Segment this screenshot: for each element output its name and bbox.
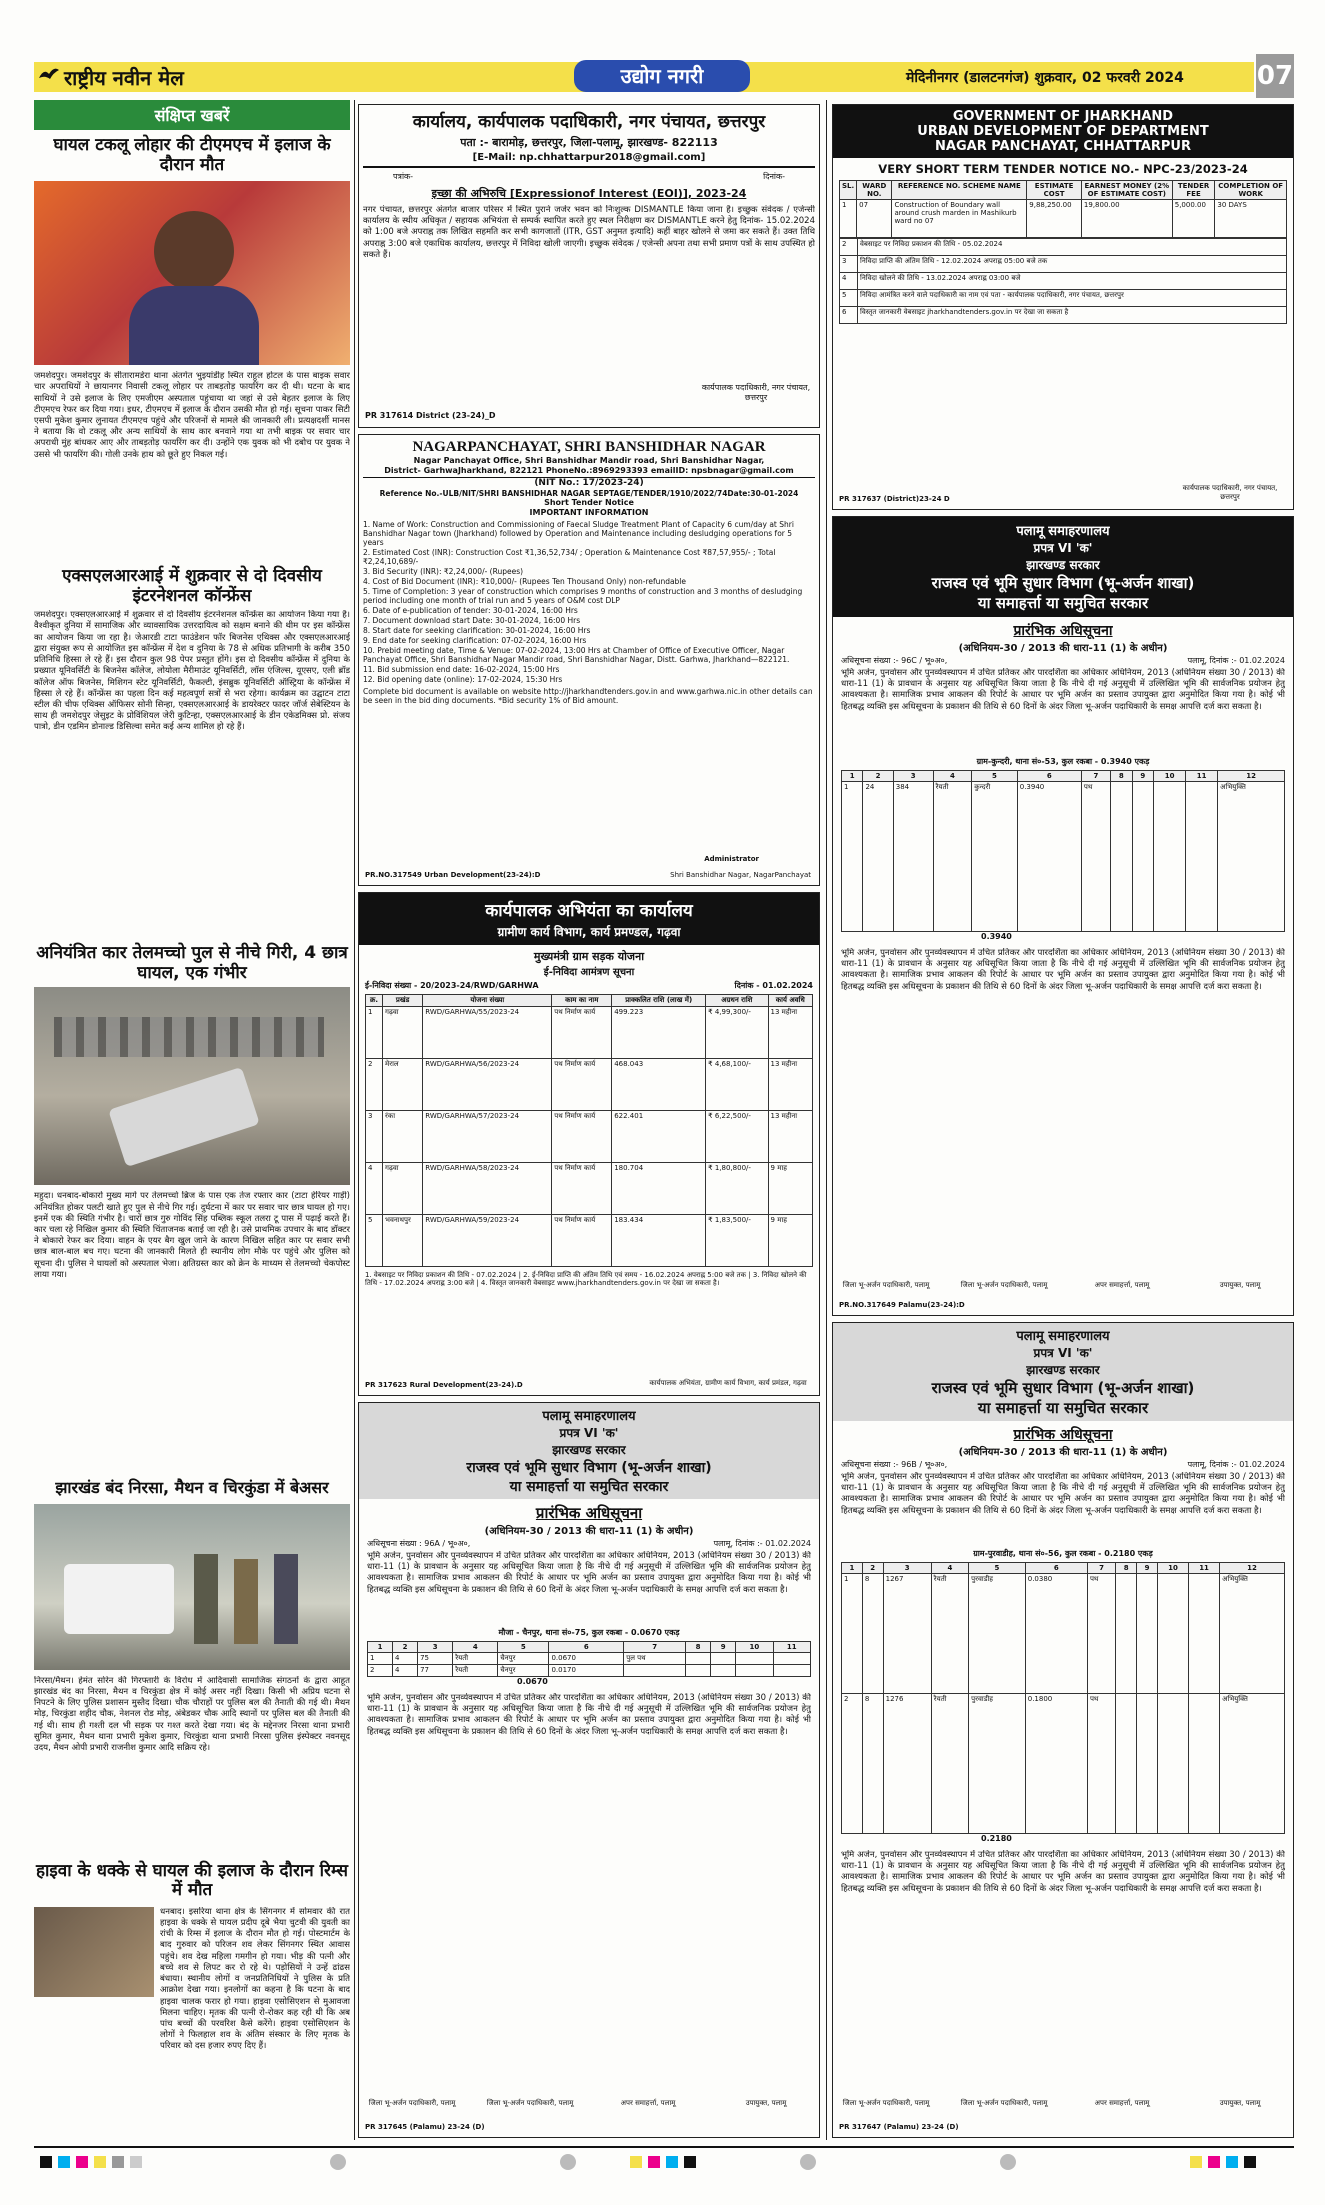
- ad-palamu3-sign-4: उपायुक्त, पलामू: [1219, 2098, 1261, 2107]
- banshidhar-item: 3. Bid Security (INR): ₹2,24,000/- (Rupees): [363, 566, 524, 576]
- udd-header-cell: ESTIMATE COST: [1027, 181, 1082, 200]
- story5-body: धनबाद। इसरिया थाना क्षेत्र के सिंगनगर में सोमवार की रात हाइवा के धक्के से घायल प्रदीप दूबे भैया चुटवी की युवती का रांची के रिम्स में इलाज के दौरान मौत हो गई। पोस्टमार्टम के बाद गुरुवार को परिजन शव लेकर सिंगनगर स्थित आवास पहुंचे। शव देख महिला गमगीन हो गया। भीड़ की पत्नी और बच्चे शव से लिपट कर रो रहे थे। पड़ोसियों ने उन्हें ढांढस बंधाया। स्थानीय लोगों व जनप्रतिनिधियों ने पुलिस के प्रति आक्रोश देखा गया। इनलोगों का कहना है कि घटना के बाद हाइवा चालक फरार हो गया। हाइवा एसोसिएशन से मुआवजा मिलना चाहिए। मृतक की पत्नी रो-रोकर कह रही थी कि अब पांच बच्चों की परवरिश कैसे करेंगे। हाइवा एसोसिएशन के लोगों ने फिलहाल शव के अंतिम संस्कार के लिए मृतक के परिवार को दस हजार रुपए दिए हैं।: [160, 1906, 350, 2052]
- garhwa-cell: रंका: [383, 1111, 423, 1163]
- garhwa-cell: 13 महीना: [768, 1059, 812, 1111]
- ad-palamu1-body-b: भूमि अर्जन, पुनर्वासन और पुनर्व्यवस्थापन में उचित प्रतिकर और पारदर्शिता का अधिकार अधिनियम, 2013 (अधिनियम संख्या 30 / 2013) की धारा-11 (1) के प्रावधान के अनुसार यह अधिसूचित किया जाता है कि नीचे दी गई अनुसूची में उल्लिखित भूमि की सार्वजनिक प्रयोजन हेतु आवश्यकता है। सामाजिक प्रभाव आकलन की रिपोर्ट के आधार पर भूमि अर्जन का प्रस्ताव उपायुक्त द्वारा अनुमोदित किया गया है। कोई भी हितबद्ध व्यक्ति इस अधिसूचना के प्रकाशन की तिथि से 60 दिनों के अंदर जिला भू-अर्जन पदाधिकारी के समक्ष आपत्ति दर्ज करा सकता है।: [367, 1693, 811, 1737]
- ad-banshidhar-nit: (NIT No.: 17/2023-24): [534, 478, 644, 489]
- ad-chhatarpur-signatory: कार्यपालक पदाधिकारी, नगर पंचायत, छत्तरपुर: [701, 383, 811, 402]
- garhwa-cell: 13 महीना: [768, 1111, 812, 1163]
- garhwa-header-cell: काम का नाम: [552, 995, 612, 1007]
- registration-mark-4: [1000, 2154, 1016, 2170]
- udd-cell: Construction of Boundary wall around crush marden in Mashikurb ward no 07: [892, 200, 1027, 238]
- table-row: [840, 290, 1287, 307]
- garhwa-cell: गढ़वा: [383, 1007, 423, 1059]
- ad-chhatarpur-email: [E-Mail: np.chhattarpur2018@gmail.com]: [363, 152, 815, 168]
- ad-palamu3-l5: या समाहर्त्ता या समुचित सरकार: [977, 1399, 1149, 1417]
- page-number: 07: [1256, 54, 1294, 98]
- ad-udd-l3: NAGAR PANCHAYAT, CHHATTARPUR: [935, 139, 1191, 154]
- garhwa-cell: 1: [366, 1007, 383, 1059]
- banshidhar-item: 12. Bid opening date (online): 17-02-2024, 15:30 Hrs: [363, 674, 563, 684]
- ad-palamu1-sign-1: जिला भू-अर्जन पदाधिकारी, पलामू: [368, 2098, 456, 2107]
- garhwa-cell: RWD/GARHWA/55/2023-24: [423, 1007, 552, 1059]
- banshidhar-item: 9. End date for seeking clarification: 07-02-2024, 16:00 Hrs: [363, 635, 587, 645]
- registration-mark-3: [800, 2154, 816, 2170]
- garhwa-cell: भवनाथपुर: [383, 1215, 423, 1267]
- garhwa-cell: 9 माह: [768, 1215, 812, 1267]
- ad-palamu3-title: प्रारंभिक अधिसूचना: [1013, 1427, 1113, 1443]
- ad-palamu3-date: पलामू, दिनांक :- 01.02.2024: [1187, 1460, 1285, 1469]
- section-title: उद्योग नगरी: [574, 60, 750, 92]
- garhwa-cell: ₹ 4,99,300/-: [706, 1007, 768, 1059]
- ad-palamu3-body-a: भूमि अर्जन, पुनर्वासन और पुनर्व्यवस्थापन में उचित प्रतिकर और पारदर्शिता का अधिकार अधिनियम, 2013 (अधिनियम संख्या 30 / 2013) की धारा-11 (1) के प्रावधान के अनुसार यह अधिसूचित किया जाता है कि नीचे दी गई अनुसूची में उल्लिखित भूमि की सार्वजनिक प्रयोजन हेतु आवश्यकता है। सामाजिक प्रभाव आकलन की रिपोर्ट के आधार पर भूमि अर्जन का प्रस्ताव उपायुक्त द्वारा अनुमोदित किया गया है। कोई भी हितबद्ध व्यक्ति इस अधिसूचना के प्रकाशन की तिथि से 60 दिनों के अंदर जिला भू-अर्जन पदाधिकारी के समक्ष आपत्ति दर्ज करा सकता है।: [841, 1472, 1285, 1516]
- ad-palamu1-act: (अधिनियम-30 / 2013 की धारा-11 (1) के अधीन): [484, 1526, 694, 1537]
- ad-udd-title: VERY SHORT TERM TENDER NOTICE NO.- NPC-23/2023-24: [878, 162, 1248, 176]
- ad-banshidhar-title: NAGARPANCHAYAT, SHRI BANSHIDHAR NAGAR: [412, 439, 766, 455]
- udd-cell: 19,800.00: [1081, 200, 1172, 238]
- ad-palamu2-pr: PR.NO.317649 Palamu(23-24):D: [839, 1300, 965, 1309]
- banshidhar-item: 7. Document download start Date: 30-01-2024, 16:00 Hrs: [363, 615, 581, 625]
- udd-header-cell: SL.: [840, 181, 857, 200]
- story3-headline: अनियंत्रित कार तेलमच्चो पुल से नीचे गिरी, 4 छात्र घायल, एक गंभीर: [36, 943, 348, 983]
- ad-garhwa-table: [365, 994, 813, 1267]
- ad-palamu1-l4: राजस्व एवं भूमि सुधार विभाग (भू-अर्जन शाखा): [466, 1460, 712, 1476]
- ad-udd-l1: GOVERNMENT OF JHARKHAND: [952, 109, 1174, 124]
- ad-palamu3-l4: राजस्व एवं भूमि सुधार विभाग (भू-अर्जन शाखा): [931, 1379, 1195, 1397]
- story3-body: महुदा। धनबाद-बोकारो मुख्य मार्ग पर तेलमच्चो ब्रिज के पास एक तेज रफ्तार कार (टाटा हेरियर गाड़ी) अनियंत्रित होकर पलटी खाते हुए पुल से नीचे गिर गई। दुर्घटना में कार पर सवार चार छात्र घायल हो गए। इनमें एक की स्थिति गंभीर है। चारों छात्र गुरु गोविंद सिंह पब्लिक स्कूल तलरा टू पास में पढ़ाई करते हैं। कार चला रहे निखिल कुमार की स्थिति चिंताजनक बताई जा रही है। उसे प्राथमिक उपचार के बाद डॉक्टर ने बोकारो रेफर कर दिया। वाहन के एयर बैग खुल जाने के कारण निखिल सहित कार पर सवार सभी छात्र बाल-बाल बच गए। घटना की जानकारी मिलते ही स्थानीय लोग मौके पर पहुंचे और पुलिस को सूचना दी। पुलिस ने घायलों को अस्पताल भेजा। क्षतिग्रस्त कार को क्रेन के माध्यम से तेलमच्चो चेकपोस्ट लाया गया।: [34, 1191, 350, 1280]
- registration-mark-1: [330, 2154, 346, 2170]
- ad-banshidhar-administrator: Administrator: [704, 854, 759, 863]
- story4-body: निरसा/मैथन। हेमंत सोरेन की गिरफ्तारी के विरोध में आदिवासी सामाजिक संगठनों के द्वारा आहूत झारखंड बंद का निरसा, मैथन व चिरकुंडा क्षेत्र में कोई असर नहीं दिखा। किसी भी अप्रिय घटना से निपटने के लिए पुलिस प्रशासन मुस्तैद दिखा। चौक चौराहों पर पुलिस बल की तैनाती की गई थी। मैथन मोड़, चिरकुंडा शहीद चौक, नेशनल रोड मोड़, अंबेडकर चौक आदि स्थानों पर पुलिस बल की तैनाती की गई थी। साथ ही गश्ती दल भी सड़क पर गश्त करते देखा गया। बंद के मद्देनजर निरसा थाना प्रभारी सुमित कुमार, मैथन थाना प्रभारी मुकेश कुमार, चिरकुंडा थाना प्रभारी निरसा पुलिस इंस्पेक्टर नवनसूद उदय, मैथन ओपी प्रभारी राजनीश कुमार आदि सक्रिय रहे।: [34, 1675, 350, 1753]
- udd-extra-cell: निविदा प्राप्ति की अंतिम तिथि - 12.02.2024 अपराह्न 05:00 बजे तक: [858, 256, 1287, 273]
- ad-palamu3-sign-1: जिला भू-अर्जन पदाधिकारी, पलामू: [842, 2098, 930, 2107]
- ad-palamu2-date: पलामू, दिनांक :- 01.02.2024: [1187, 656, 1285, 665]
- ad-garhwa-scheme: मुख्यमंत्री ग्राम सड़क योजना: [533, 950, 645, 963]
- ad-palamu2-sign-1: जिला भू-अर्जन पदाधिकारी, पलामू: [842, 1280, 930, 1289]
- ad-palamu2-l3: झारखण्ड सरकार: [1026, 558, 1100, 572]
- ad-palamu3-body-b: भूमि अर्जन, पुनर्वासन और पुनर्व्यवस्थापन में उचित प्रतिकर और पारदर्शिता का अधिकार अधिनियम, 2013 (अधिनियम संख्या 30 / 2013) की धारा-11 (1) के प्रावधान के अनुसार यह अधिसूचित किया जाता है कि नीचे दी गई अनुसूची में उल्लिखित भूमि की सार्वजनिक प्रयोजन हेतु आवश्यकता है। सामाजिक प्रभाव आकलन की रिपोर्ट के आधार पर भूमि अर्जन का प्रस्ताव उपायुक्त द्वारा अनुमोदित किया गया है। कोई भी हितबद्ध व्यक्ति इस अधिसूचना के प्रकाशन की तिथि से 60 दिनों के अंदर जिला भू-अर्जन पदाधिकारी के समक्ष आपत्ति दर्ज करा सकता है।: [841, 1850, 1285, 1894]
- ad-banshidhar-footer: Complete bid document is available on website http://jharkhandtenders.gov.in and www.garhwa.nic.in other details can be seen in the bid ding documents. *Bid security 1% of Bid amount.: [363, 686, 813, 705]
- udd-cell: 9,88,250.00: [1027, 200, 1082, 238]
- masthead: [34, 54, 1294, 98]
- table-row: [366, 1111, 813, 1163]
- ad-chhatarpur-title: कार्यालय, कार्यपालक पदाधिकारी, नगर पंचायत, छत्तरपुर: [412, 112, 766, 132]
- udd-cell: 07: [857, 200, 892, 238]
- bird-logo-icon: [38, 64, 60, 86]
- ad-palamu2-signatories: [841, 1281, 1285, 1289]
- column-rule-1: [354, 100, 355, 2140]
- ad-chhatarpur-subject: इच्छा की अभिरुचि [Expressionof Interest (EOI)], 2023-24: [431, 187, 747, 200]
- ad-palamu1-l5: या समाहर्त्ता या समुचित सरकार: [509, 1479, 669, 1495]
- ad-palamu3-l2: प्रपत्र VI 'क': [1033, 1346, 1093, 1360]
- ad-palamu3-schedule: 1 2 3 4 5 6 7 8 9 10 11 12 1 8 1267 रैयती पुरवाडीह 0.0380 पथ अभियुक्ति 2 8 1276 रैयती पुरवाडीह 0.1800 पथ अभियुक्ति: [841, 1562, 1285, 1834]
- story4-headline: झारखंड बंद निरसा, मैथन व चिरकुंडा में बेअसर: [55, 1478, 329, 1498]
- ad-banshidhar-important: IMPORTANT INFORMATION: [529, 508, 649, 518]
- garhwa-cell: मेराल: [383, 1059, 423, 1111]
- footer-color-bar-right: [1190, 2156, 1256, 2168]
- garhwa-cell: 13 महीना: [768, 1007, 812, 1059]
- udd-extra-cell: वेबसाइट पर निविदा प्रकाशन की तिथि - 05.02.2024: [858, 239, 1287, 256]
- ad-jharkhand-udd-tender: [832, 104, 1294, 510]
- ad-garhwa-date: दिनांक - 01.02.2024: [734, 981, 813, 990]
- ad-palamu1-body-a: भूमि अर्जन, पुनर्वासन और पुनर्व्यवस्थापन में उचित प्रतिकर और पारदर्शिता का अधिकार अधिनियम, 2013 (अधिनियम संख्या 30 / 2013) की धारा-11 (1) के प्रावधान के अनुसार यह अधिसूचित किया जाता है कि नीचे दी गई अनुसूची में उल्लिखित भूमि की सार्वजनिक प्रयोजन हेतु आवश्यकता है। सामाजिक प्रभाव आकलन की रिपोर्ट के आधार पर भूमि अर्जन का प्रस्ताव उपायुक्त द्वारा अनुमोदित किया गया है। कोई भी हितबद्ध व्यक्ति इस अधिसूचना के प्रकाशन की तिथि से 60 दिनों के अंदर जिला भू-अर्जन पदाधिकारी के समक्ष आपत्ति दर्ज करा सकता है।: [367, 1551, 811, 1595]
- left-news-column: [34, 100, 350, 2140]
- banshidhar-item: 5. Time of Completion: 3 year of construction which comprises 9 months of construction and 3 months of desludging period including one month of trial run and 5 years of O&M cost DLP: [363, 586, 803, 605]
- garhwa-cell: 5: [366, 1215, 383, 1267]
- ad-palamu2-mouza: ग्राम-कुन्दरी, थाना सं०-53, कुल रकबा - 0.3940 एकड़: [976, 757, 1150, 766]
- udd-extra-index: 2: [840, 239, 858, 256]
- ad-garhwa-rwd: [358, 892, 820, 1396]
- ad-palamu2-sign-2: जिला भू-अर्जन पदाधिकारी, पलामू: [960, 1280, 1048, 1289]
- ad-palamu1-l3: झारखण्ड सरकार: [552, 1443, 626, 1457]
- garhwa-header-cell: कार्य अवधि: [768, 995, 812, 1007]
- garhwa-header-cell: योजना संख्या: [423, 995, 552, 1007]
- story5-headline: हाइवा के धक्के से घायल की इलाज के दौरान रिम्स में मौत: [35, 1860, 349, 1901]
- garhwa-header-cell: क्र.: [366, 995, 383, 1007]
- ad-palamu3-l1: पलामू समाहरणालय: [1016, 1329, 1110, 1344]
- ad-palamu3-sign-2: जिला भू-अर्जन पदाधिकारी, पलामू: [960, 2098, 1048, 2107]
- udd-cell: 1: [840, 200, 857, 238]
- ad-udd-pr: PR 317637 (District)23-24 D: [839, 494, 950, 503]
- brief-label: संक्षिप्त खबरें: [34, 100, 350, 130]
- ad-palamu1-title: प्रारंभिक अधिसूचना: [535, 1504, 643, 1522]
- garhwa-cell: गढ़वा: [383, 1163, 423, 1215]
- udd-extra-index: 4: [840, 273, 858, 290]
- garhwa-header-cell: प्राक्कलित राशि (लाख में): [612, 995, 706, 1007]
- ad-palamu1-pr: PR 317645 (Palamu) 23-24 (D): [365, 2122, 485, 2131]
- banshidhar-item: 8. Start date for seeking clarification: 30-01-2024, 16:00 Hrs: [363, 625, 591, 635]
- story2-body: जमशेदपुर। एक्सएलआरआई में शुक्रवार से दो दिवसीय इंटरनेशनल कॉन्फ्रेंस का आयोजन किया गया है। वैश्वीकृत दुनिया में सामाजिक और व्यावसायिक उत्तरदायित्व को सक्षम बनाने की थीम पर इस कॉन्फ्रेंस का आयोजन किया जा रहा है। जेआरडी टाटा फाउंडेशन फॉर बिजनेस एथिक्स और एक्सएलआरआई द्वारा संयुक्त रूप से आयोजित इस कॉन्फ्रेंस में देश व दुनिया के 78 से अधिक प्रतिभागी के करीब 350 प्रतिनिधि हिस्सा ले रहे हैं। इस दौरान कुल 98 पेपर प्रस्तुत होंगे। इस दो दिवसीय कॉन्फ्रेंस में दुनिया के प्रख्यात यूनिवर्सिटी के बिजनेस कॉलेज, लोयोला मैरीमाउंट यूनिवर्सिटी, लॉस एंजिल्स, यूएसए, एली ब्रॉड कॉलेज ऑफ बिजनेस, मिशिगन स्टेट यूनिवर्सिटी, फैकल्टी, इंसब्रुक यूनिवर्सिटी ऑस्ट्रिया के कॉन्फ्रेंस में हिस्सा ले रहे हैं। कॉन्फ्रेंस का पहला दिन कई महत्वपूर्ण सत्रों से भरा रहेगा। कार्यक्रम का उद्घाटन टाटा स्टील की चीफ एथिक्स ऑफिसर सोनी सिन्हा, एक्सएलआरआई के डायरेक्टर फादर जॉर्ज सेबेस्टियन के साथ ही जमशेदपुर जेसुइट के प्रोविंशियल जेरी कुटिन्हा, एक्सएलआरआई के डीन एकेडमिक्स प्रो. संजय पात्रो, डीन एडमिन डोनाल्ड डिसिल्वा समेत कई अन्य शामिल हो रहे हैं।: [34, 610, 350, 733]
- ad-palamu1-schedule: 1 2 3 4 5 6 7 8 9 10 11 1 4 75 रैयती चैनपुर 0.0670 पुल पथ 2 4 77 रैयती चैनपुर 0.0170: [367, 1641, 811, 1677]
- ad-palamu1-l2: प्रपत्र VI 'क': [559, 1426, 619, 1440]
- banshidhar-item: 10. Prebid meeting date, Time & Venue: 07-02-2024, 13:00 Hrs at Chamber of Office of Executive Officer, Nagar Panchayat Office, Shri Banshidhar Nagar Mandir road, Shri Banshidhar Nagar, Distt. Garhwa, Jharkhand—822121.: [363, 645, 790, 664]
- ad-chhatarpur-dinank: दिनांक-: [763, 172, 785, 181]
- garhwa-cell: 9 माह: [768, 1163, 812, 1215]
- ad-palamu1-sign-3: अपर समाहर्त्ता, पलामू: [620, 2098, 676, 2107]
- ad-garhwa-subtitle: ग्रामीण कार्य विभाग, कार्य प्रमण्डल, गढ़वा: [359, 921, 819, 945]
- ad-banshidhar-items: [363, 520, 815, 684]
- table-row: [840, 273, 1287, 290]
- ad-palamu3-sign-3: अपर समाहर्त्ता, पलामू: [1094, 2098, 1150, 2107]
- ad-palamu2-act: (अधिनियम-30 / 2013 की धारा-11 (1) के अधीन): [958, 643, 1168, 654]
- ad-banshidhar-pr: PR.NO.317549 Urban Development(23-24):D: [365, 870, 541, 879]
- paper-name: राष्ट्रीय नवीन मेल: [64, 66, 184, 90]
- ad-banshidhar-sub1: Nagar Panchayat Office, Shri Banshidhar Mandir road, Shri Banshidhar Nagar,: [413, 456, 765, 465]
- ad-palamu2-l2: प्रपत्र VI 'क': [1033, 541, 1093, 555]
- udd-cell: 5,000.00: [1172, 200, 1215, 238]
- ad-palamu2-l4: राजस्व एवं भूमि सुधार विभाग (भू-अर्जन शाखा): [931, 574, 1195, 592]
- ad-udd-table: [839, 180, 1287, 238]
- ad-garhwa-nivida: ई-निविदा संख्या - 20/2023-24/RWD/GARHWA: [365, 981, 539, 990]
- ad-palamu2-schedule: 1 2 3 4 5 6 7 8 9 10 11 12 1 24 384 रैयती कुन्दरी 0.3940 पथ अभियुक्ति: [841, 770, 1285, 932]
- registration-mark-2: [560, 2154, 576, 2170]
- story1-headline: घायल टकलू लोहार की टीएमएच में इलाज के दौरान मौत: [53, 135, 331, 175]
- banshidhar-item: 4. Cost of Bid Document (INR): ₹10,000/- (Rupees Ten Thousand Only) non-refundable: [363, 576, 687, 586]
- column-rule-2: [826, 100, 827, 2140]
- story4-photo: [34, 1504, 350, 1670]
- udd-header-cell: REFERENCE NO. SCHEME NAME: [892, 181, 1027, 200]
- ad-udd-signatory: कार्यपालक पदाधिकारी, नगर पंचायत, छत्तरपुर: [1182, 484, 1278, 501]
- table-row: [840, 239, 1287, 256]
- ad-palamu2-sign-4: उपायुक्त, पलामू: [1219, 1280, 1261, 1289]
- udd-extra-cell: निविदा आमंत्रित करने वाले पदाधिकारी का नाम एवं पता - कार्यपालक पदाधिकारी, नगर पंचायत, छत्तरपुर: [858, 290, 1287, 307]
- story3-photo: [34, 987, 350, 1185]
- ad-palamu2-title: प्रारंभिक अधिसूचना: [1013, 623, 1113, 639]
- ad-palamu-96b: [832, 1322, 1294, 2138]
- garhwa-cell: RWD/GARHWA/57/2023-24: [423, 1111, 552, 1163]
- udd-extra-index: 5: [840, 290, 858, 307]
- udd-header-cell: EARNEST MONEY (2% OF ESTIMATE COST): [1081, 181, 1172, 200]
- garhwa-cell: 180.704: [612, 1163, 706, 1215]
- story1-body: जमशेदपुर। जमशेदपुर के सीतारामडेरा थाना अंतर्गत भुइयांडीह स्थित राहुल होटल के पास बाइक सवार चार अपराधियों ने छायानगर निवासी टकलू लोहार पर ताबड़तोड़ फायरिंग कर दी थी। घटना के बाद साथियों ने उसे इलाज के लिए एमजीएम अस्पताल पहुंचाया था जहां से उसे बेहतर इलाज के लिए टीएमएच रेफर कर दिया गया। इधर, टीएमएच में इलाज के दौरान उसकी मौत हो गई। सूचना पाकर सिटी एसपी मुकेश कुमार लुनायत टीएमएच पहुंचे और परिजनों से मामले की जानकारी ली। प्रत्यक्षदर्शी मानस ने बताया कि वो टकलू और अन्य साथियों के साथ कार बनवाने गया था तभी बाइक पर सवार चार अपराधी मुंह बांधकर आए और ताबड़तोड़ फायरिंग कर दी। उन्होंने एक युवक को भी दबोच पर युवक ने उससे भी फायरिंग की। गोली उनके हाथ को छूते हुए निकल गई।: [34, 371, 350, 460]
- ad-palamu3-l3: झारखण्ड सरकार: [1026, 1363, 1100, 1377]
- ad-palamu1-date: पलामू, दिनांक :- 01.02.2024: [713, 1539, 811, 1548]
- table-row: [366, 1007, 813, 1059]
- ad-palamu-96c: [832, 516, 1294, 1316]
- banshidhar-item: 6. Date of e-publication of tender: 30-01-2024, 16:00 Hrs: [363, 605, 578, 615]
- ad-palamu2-sign-3: अपर समाहर्त्ता, पलामू: [1094, 1280, 1150, 1289]
- ad-palamu2-l5: या समाहर्त्ता या समुचित सरकार: [977, 594, 1149, 612]
- ad-banshidhar-admin-place: Shri Banshidhar Nagar, NagarPanchayat: [670, 870, 811, 879]
- ad-palamu1-sign-4: उपायुक्त, पलामू: [745, 2098, 787, 2107]
- table-row: [840, 307, 1287, 324]
- garhwa-cell: RWD/GARHWA/56/2023-24: [423, 1059, 552, 1111]
- banshidhar-item: 11. Bid submission end date: 16-02-2024, 15:00 Hrs: [363, 664, 560, 674]
- ad-palamu2-l1: पलामू समाहरणालय: [1016, 524, 1110, 539]
- ad-chhatarpur-address: पता :- बारामोड़, छत्तरपुर, जिला-पलामू, झारखण्ड- 822113: [460, 136, 718, 149]
- table-row: [366, 1215, 813, 1267]
- ad-garhwa-notes: 1. वेबसाइट पर निविदा प्रकाशन की तिथि - 07.02.2024 | 2. ई-निविदा प्राप्ति की अंतिम तिथि एवं समय - 16.02.2024 अपराह्न 5:00 बजे तक | 3. निविदा खोलने की तिथि - 17.02.2024 अपराह्न 3:00 बजे | 4. विस्तृत जानकारी वेबसाइट www.jharkhandtenders.gov.in पर देखा जा सकता है।: [365, 1271, 807, 1288]
- ad-udd-extra-table: [839, 238, 1287, 324]
- story2-headline: एक्सएलआरआई में शुक्रवार से दो दिवसीय इंटरनेशनल कॉन्फ्रेंस: [62, 566, 322, 606]
- table-row: [366, 1163, 813, 1215]
- footer-color-bar-center: [630, 2156, 696, 2168]
- table-row: [840, 256, 1287, 273]
- garhwa-cell: 499.223: [612, 1007, 706, 1059]
- ad-chhatarpur-body: नगर पंचायत, छत्तरपुर अंतर्गत बाजार परिसर में स्थित पुराने जर्जर भवन को निःशुल्क DISMANTLE किया जाना है। इच्छुक संवेदक / एजेन्सी कार्यालय के स्थीय अधिकृत / सहायक अभियंता से सम्पर्क स्थापित करते हुए स्थल निरीक्षण कर DISMANTLE करने हेतु दिनांक- 15.02.2024 को 1:00 बजे अपराह्न तक लिखित सहमति कर सभी कागजातों (ITR, GST अनुमत इत्यादि) कहीं बाहर खोलने से जमा कर सकते हैं। उक्त तिथि अपराह्न 3:00 बजे एकाधिक कार्यालय, छत्तरपुर में निविदा खोली जाएगी। इच्छुक संवेदक / एजेन्सी अपना तथा सभी प्रमाण पत्रों के साथ उपस्थित हो सकते हैं।: [363, 205, 815, 260]
- ad-palamu2-body-a: भूमि अर्जन, पुनर्वासन और पुनर्व्यवस्थापन में उचित प्रतिकर और पारदर्शिता का अधिकार अधिनियम, 2013 (अधिनियम संख्या 30 / 2013) की धारा-11 (1) के प्रावधान के अनुसार यह अधिसूचित किया जाता है कि नीचे दी गई अनुसूची में उल्लिखित भूमि की सार्वजनिक प्रयोजन हेतु आवश्यकता है। सामाजिक प्रभाव आकलन की रिपोर्ट के आधार पर भूमि अर्जन का प्रस्ताव उपायुक्त द्वारा अनुमोदित किया गया है। कोई भी हितबद्ध व्यक्ति इस अधिसूचना के प्रकाशन की तिथि से 60 दिनों के अंदर जिला भू-अर्जन पदाधिकारी के समक्ष आपत्ति दर्ज करा सकता है।: [841, 668, 1285, 712]
- udd-header-cell: TENDER FEE: [1172, 181, 1215, 200]
- garhwa-cell: 468.043: [612, 1059, 706, 1111]
- story1-photo: [34, 181, 350, 365]
- banshidhar-item: 2. Estimated Cost (INR): Construction Cost ₹1,36,52,734/ ; Operation & Maintenance Cost ₹87,57,955/- ; Total ₹2,24,10,689/-: [363, 547, 776, 566]
- udd-cell: 30 DAYS: [1215, 200, 1287, 238]
- ad-banshidhar-sub2: District- GarhwaJharkhand, 822121 PhoneNo.:8969293393 emailID: npsbnagar@gmail.com: [363, 466, 815, 479]
- table-row: [840, 200, 1287, 238]
- ad-palamu1-l1: पलामू समाहरणालय: [542, 1409, 636, 1424]
- ad-chhatarpur-pr: PR 317614 District (23-24)_D: [365, 411, 496, 420]
- udd-extra-cell: विस्तृत जानकारी वेबसाइट jharkhandtenders.gov.in पर देखा जा सकता है: [858, 307, 1287, 324]
- ad-palamu3-pr: PR 317647 (Palamu) 23-24 (D): [839, 2122, 959, 2131]
- garhwa-cell: 183.434: [612, 1215, 706, 1267]
- garhwa-cell: RWD/GARHWA/59/2023-24: [423, 1215, 552, 1267]
- garhwa-cell: पथ निर्माण कार्य: [552, 1111, 612, 1163]
- garhwa-cell: ₹ 1,83,500/-: [706, 1215, 768, 1267]
- ad-palamu3-total: 0.2180: [981, 1834, 1012, 1843]
- udd-header-cell: COMPLETION OF WORK: [1215, 181, 1287, 200]
- footer-color-bar-left: [40, 2156, 142, 2168]
- garhwa-cell: 622.401: [612, 1111, 706, 1163]
- udd-extra-cell: निविदा खोलने की तिथि - 13.02.2024 अपराह्न 03:00 बजे: [858, 273, 1287, 290]
- ad-palamu2-body-b: भूमि अर्जन, पुनर्वासन और पुनर्व्यवस्थापन में उचित प्रतिकर और पारदर्शिता का अधिकार अधिनियम, 2013 (अधिनियम संख्या 30 / 2013) की धारा-11 (1) के प्रावधान के अनुसार यह अधिसूचित किया जाता है कि नीचे दी गई अनुसूची में उल्लिखित भूमि की सार्वजनिक प्रयोजन हेतु आवश्यकता है। सामाजिक प्रभाव आकलन की रिपोर्ट के आधार पर भूमि अर्जन का प्रस्ताव उपायुक्त द्वारा अनुमोदित किया गया है। कोई भी हितबद्ध व्यक्ति इस अधिसूचना के प्रकाशन की तिथि से 60 दिनों के अंदर जिला भू-अर्जन पदाधिकारी के समक्ष आपत्ति दर्ज करा सकता है।: [841, 948, 1285, 992]
- garhwa-cell: पथ निर्माण कार्य: [552, 1059, 612, 1111]
- garhwa-cell: RWD/GARHWA/58/2023-24: [423, 1163, 552, 1215]
- ad-chhatarpur-patrank: पत्रांक-: [393, 172, 414, 181]
- ad-banshidhar-ref: Reference No.-ULB/NIT/SHRI BANSHIDHAR NAGAR SEPTAGE/TENDER/1910/2022/74Date:30-01-2024: [379, 489, 799, 499]
- ad-garhwa-pr: PR 317623 Rural Development(23-24).D: [365, 1380, 523, 1389]
- udd-extra-index: 6: [840, 307, 858, 324]
- ad-udd-l2: URBAN DEVELOPMENT OF DEPARTMENT: [917, 124, 1209, 139]
- ad-palamu3-mouza: ग्राम-पुरवाडीह, थाना सं०-56, कुल रकबा - 0.2180 एकड़: [973, 1549, 1153, 1558]
- garhwa-cell: ₹ 4,68,100/-: [706, 1059, 768, 1111]
- garhwa-cell: ₹ 6,22,500/-: [706, 1111, 768, 1163]
- banshidhar-item: 1. Name of Work: Construction and Commissioning of Faecal Sludge Treatment Plant of Capacity 6 cum/day at Shri Banshidhar Nagar town (Jharkhand) followed by Operation and Maintenance including desludging operations for 5 years: [363, 519, 794, 547]
- ad-palamu3-nos: अधिसूचना संख्या :- 96B / भू०अ०,: [841, 1460, 948, 1469]
- ad-palamu1-nos: अधिसूचना संख्या : 96A / भू०अ०,: [367, 1539, 471, 1548]
- ad-palamu1-mouza: मौजा - चैनपुर, थाना सं०-75, कुल रकबा - 0.0670 एकड़: [498, 1628, 680, 1637]
- udd-extra-index: 3: [840, 256, 858, 273]
- ad-chhatarpur-eoi: [358, 104, 820, 428]
- garhwa-cell: 2: [366, 1059, 383, 1111]
- story5-photo: [34, 1907, 154, 1997]
- footer-rule: [34, 2146, 1294, 2148]
- ad-banshidhar-nagar: [358, 434, 820, 886]
- garhwa-cell: 3: [366, 1111, 383, 1163]
- garhwa-cell: पथ निर्माण कार्य: [552, 1163, 612, 1215]
- ad-palamu3-signatories: [841, 2099, 1285, 2107]
- garhwa-header-cell: प्रखंड: [383, 995, 423, 1007]
- ad-palamu2-nos: अधिसूचना संख्या :- 96C / भू०अ०,: [841, 656, 948, 665]
- ad-garhwa-notice: ई-निविदा आमंत्रण सूचना: [543, 967, 635, 978]
- dateline: मेदिनीनगर (डालटनगंज) शुक्रवार, 02 फरवरी 2024: [906, 70, 1184, 86]
- ad-palamu3-act: (अधिनियम-30 / 2013 की धारा-11 (1) के अधीन): [958, 1447, 1168, 1458]
- garhwa-header-cell: अग्रधन राशि: [706, 995, 768, 1007]
- ad-palamu1-signatories: [367, 2099, 811, 2107]
- table-row: [366, 1059, 813, 1111]
- ad-palamu-96a: [358, 1402, 820, 2138]
- ad-palamu1-total: 0.0670: [517, 1677, 548, 1686]
- garhwa-cell: पथ निर्माण कार्य: [552, 1215, 612, 1267]
- ad-garhwa-signatory: कार्यपालक अभियंता, ग्रामीण कार्य विभाग, कार्य प्रमंडल, गढ़वा: [649, 1378, 807, 1387]
- ad-garhwa-title: कार्यपालक अभियंता का कार्यालय: [359, 893, 819, 921]
- ad-banshidhar-short: Short Tender Notice: [544, 498, 634, 508]
- garhwa-cell: ₹ 1,80,800/-: [706, 1163, 768, 1215]
- garhwa-cell: 4: [366, 1163, 383, 1215]
- garhwa-cell: पथ निर्माण कार्य: [552, 1007, 612, 1059]
- ad-palamu1-sign-2: जिला भू-अर्जन पदाधिकारी, पलामू: [486, 2098, 574, 2107]
- udd-header-cell: WARD NO.: [857, 181, 892, 200]
- ad-palamu2-total: 0.3940: [981, 932, 1012, 941]
